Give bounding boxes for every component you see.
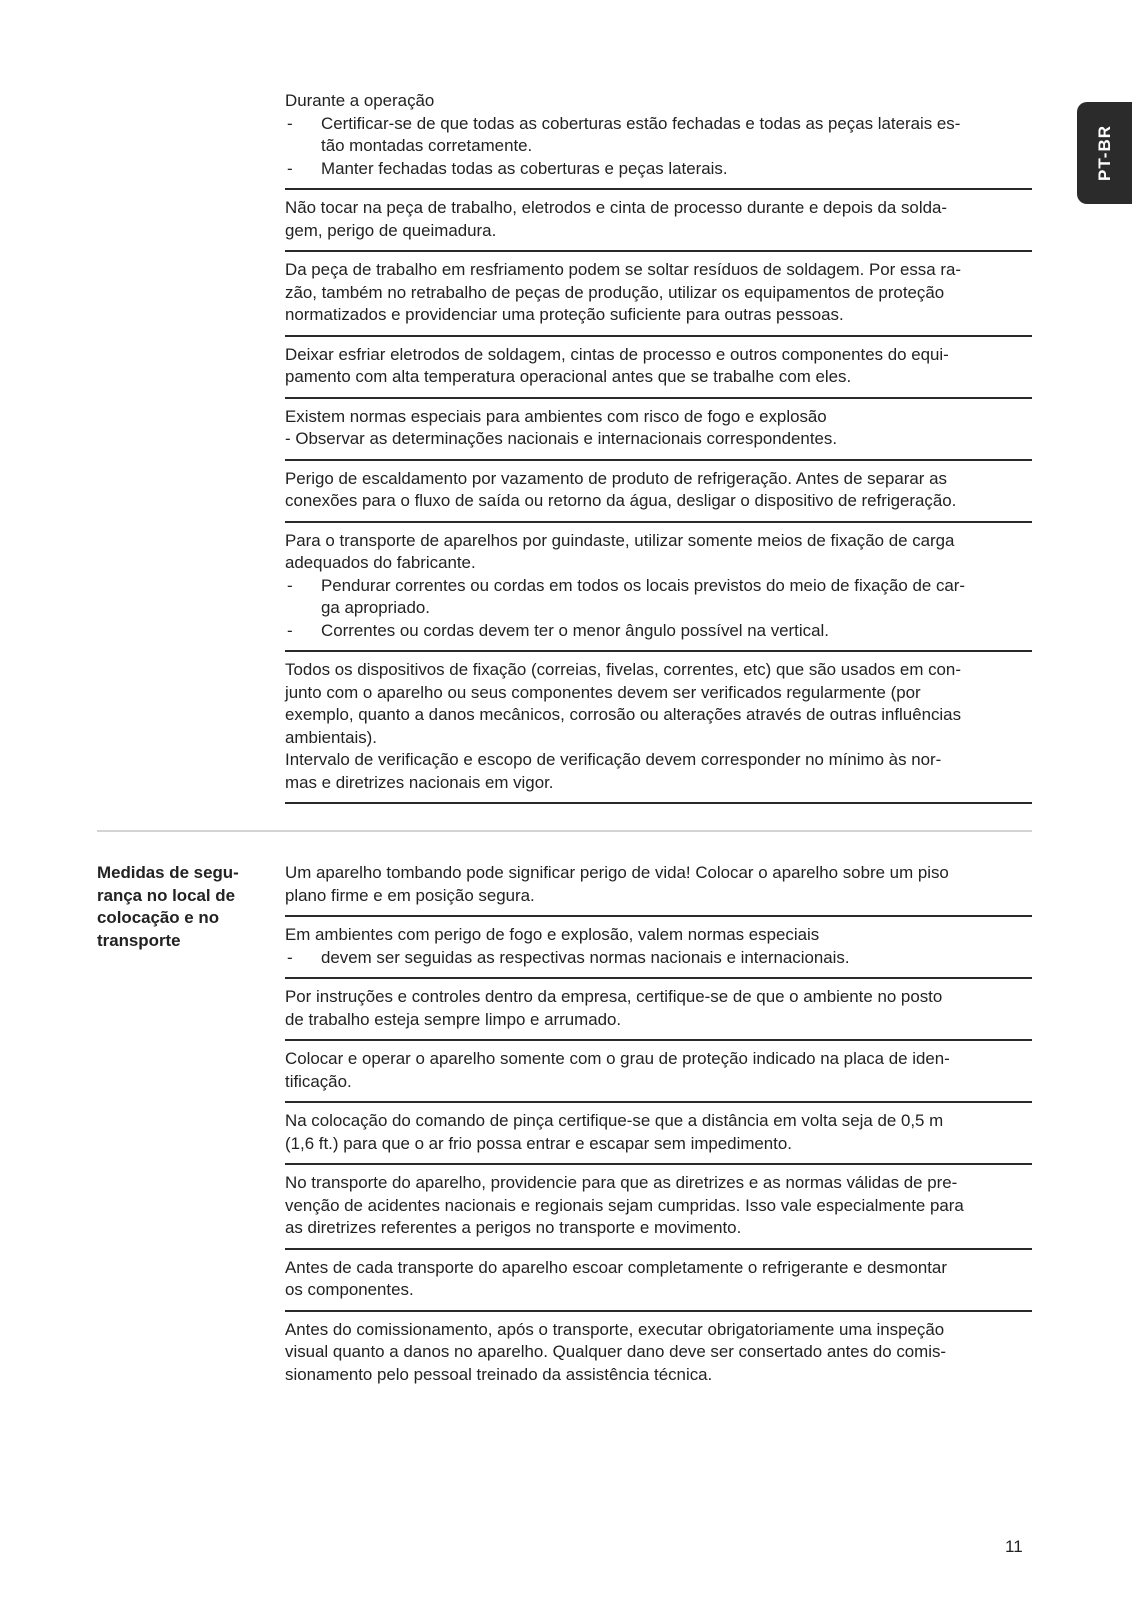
residue-warning xyxy=(285,259,1032,337)
language-tab-label: PT-BR xyxy=(1094,125,1114,181)
bullet-text-line: devem ser seguidas as respectivas normas nacionais e internacionais. xyxy=(321,947,850,967)
text-line: No transporte do aparelho, providencie para que as diretrizes e as normas válidas de pre- xyxy=(285,1173,958,1192)
bullet-text-line: ga apropriado. xyxy=(321,598,430,617)
text-line: Antes do comissionamento, após o transporte, executar obrigatoriamente uma inspeção xyxy=(285,1319,945,1339)
tipping-warning xyxy=(285,862,1032,917)
bullet-item xyxy=(285,113,1032,158)
text-line: tificação. xyxy=(285,1071,352,1091)
text-line: Medidas de segu- xyxy=(97,863,239,882)
bullet-dash-icon: - xyxy=(287,575,293,595)
bullet-item xyxy=(285,158,1032,181)
text-line: plano firme e em posição segura. xyxy=(285,885,535,905)
burn-warning xyxy=(285,197,1032,252)
operation-block xyxy=(285,90,1032,190)
text-line: ambientais). xyxy=(285,727,377,747)
operation-title: Durante a operação xyxy=(285,91,435,110)
text-line: exemplo, quanto a danos mecânicos, corrosão ou alterações através de outras influências xyxy=(285,705,962,724)
text-line: Para o transporte de aparelhos por guindaste, utilizar somente meios de fixação de carga xyxy=(285,530,955,550)
operation-bullets xyxy=(285,113,1032,181)
cooling-warning xyxy=(285,344,1032,399)
clearance-note xyxy=(285,1110,1032,1165)
bullet-dash-icon: - xyxy=(287,158,293,178)
text-line: transporte xyxy=(97,930,181,950)
scald-warning xyxy=(285,468,1032,523)
bullet-dash-icon: - xyxy=(287,947,293,967)
bullet-text-line: Correntes ou cordas devem ter o menor ângulo possível na vertical. xyxy=(321,620,829,640)
fixing-devices-note xyxy=(285,659,1032,804)
text-line: visual quanto a danos no aparelho. Qualquer dano deve ser consertado antes do comis- xyxy=(285,1342,947,1361)
hazard-environment-bullets xyxy=(285,947,1032,970)
text-line: Perigo de escaldamento por vazamento de produto de refrigeração. Antes de separar as xyxy=(285,468,947,488)
crane-transport-block xyxy=(285,530,1032,653)
text-line: Deixar esfriar eletrodos de soldagem, cintas de processo e outros componentes do equi- xyxy=(285,344,949,364)
text-line: conexões para o fluxo de saída ou retorno da água, desligar o dispositivo de refrigeração. xyxy=(285,491,957,510)
text-line: Em ambientes com perigo de fogo e explosão, valem normas especiais xyxy=(285,925,820,944)
text-line: Antes de cada transporte do aparelho escoar completamente o refrigerante e desmontar xyxy=(285,1257,947,1277)
language-tab xyxy=(1077,102,1132,204)
workplace-clean-note xyxy=(285,986,1032,1041)
protection-class-note xyxy=(285,1048,1032,1103)
inspection-note xyxy=(285,1319,1032,1395)
text-line: Na colocação do comando de pinça certifique-se que a distância em volta seja de 0,5 m xyxy=(285,1111,944,1130)
hazard-environment-block xyxy=(285,924,1032,979)
text-line: zão, também no retrabalho de peças de produção, utilizar os equipamentos de proteção xyxy=(285,282,945,302)
text-line: Por instruções e controles dentro da empresa, certifique-se de que o ambiente no posto xyxy=(285,987,943,1006)
text-line: pamento com alta temperatura operacional antes que se trabalhe com eles. xyxy=(285,367,852,386)
transport-regulations-note xyxy=(285,1172,1032,1250)
fire-explosion-warning xyxy=(285,406,1032,461)
bullet-item xyxy=(285,947,1032,970)
text-line: normatizados e providenciar uma proteção suficiente para outras pessoas. xyxy=(285,305,844,324)
text-line: Não tocar na peça de trabalho, eletrodos e cinta de processo durante e depois da solda- xyxy=(285,198,947,217)
text-line: adequados do fabricante. xyxy=(285,553,476,572)
text-line: gem, perigo de queimadura. xyxy=(285,220,497,240)
bullet-text-line: Certificar-se de que todas as coberturas estão fechadas e todas as peças laterais es- xyxy=(321,113,961,133)
text-line: Um aparelho tombando pode significar perigo de vida! Colocar o aparelho sobre um piso xyxy=(285,863,949,882)
text-line: Da peça de trabalho em resfriamento podem se soltar resíduos de soldagem. Por essa ra- xyxy=(285,260,961,279)
bullet-text-line: tão montadas corretamente. xyxy=(321,136,533,155)
text-line: de trabalho esteja sempre limpo e arrumado. xyxy=(285,1009,622,1029)
text-line: os componentes. xyxy=(285,1280,414,1299)
bullet-text-line: Manter fechadas todas as coberturas e peças laterais. xyxy=(321,158,728,178)
bullet-item xyxy=(285,575,1032,620)
text-line: mas e diretrizes nacionais em vigor. xyxy=(285,772,554,792)
crane-bullets xyxy=(285,575,1032,643)
text-line: junto com o aparelho ou seus componentes devem ser verificados regularmente (por xyxy=(285,682,921,702)
text-line: venção de acidentes nacionais e regionais sejam cumpridas. Isso vale especialmente para xyxy=(285,1195,964,1215)
text-line: rança no local de xyxy=(97,885,235,905)
text-line: Intervalo de verificação e escopo de verificação devem corresponder no mínimo às nor- xyxy=(285,750,942,769)
section-divider xyxy=(97,830,1032,832)
text-line: colocação e no xyxy=(97,908,220,927)
text-line: (1,6 ft.) para que o ar frio possa entrar e escapar sem impedimento. xyxy=(285,1133,792,1153)
text-line: - Observar as determinações nacionais e internacionais correspondentes. xyxy=(285,429,838,448)
hazard-environment-text xyxy=(285,924,1032,947)
section-heading xyxy=(97,862,267,952)
safety-section-operation xyxy=(285,90,1032,811)
bullet-dash-icon: - xyxy=(287,620,293,640)
bullet-dash-icon: - xyxy=(287,113,293,133)
safety-section-installation xyxy=(285,862,1032,1401)
coolant-drain-note xyxy=(285,1257,1032,1312)
bullet-item xyxy=(285,620,1032,643)
crane-intro xyxy=(285,530,1032,575)
page-number: 11 xyxy=(1005,1537,1023,1556)
bullet-text-line: Pendurar correntes ou cordas em todos os locais previstos do meio de fixação de car- xyxy=(321,575,966,595)
text-line: sionamento pelo pessoal treinado da assistência técnica. xyxy=(285,1364,713,1384)
text-line: Existem normas especiais para ambientes com risco de fogo e explosão xyxy=(285,406,827,426)
text-line: Colocar e operar o aparelho somente com o grau de proteção indicado na placa de iden- xyxy=(285,1049,950,1068)
text-line: Todos os dispositivos de fixação (correias, fivelas, correntes, etc) que são usados em con- xyxy=(285,660,961,679)
text-line: as diretrizes referentes a perigos no transporte e movimento. xyxy=(285,1218,742,1237)
